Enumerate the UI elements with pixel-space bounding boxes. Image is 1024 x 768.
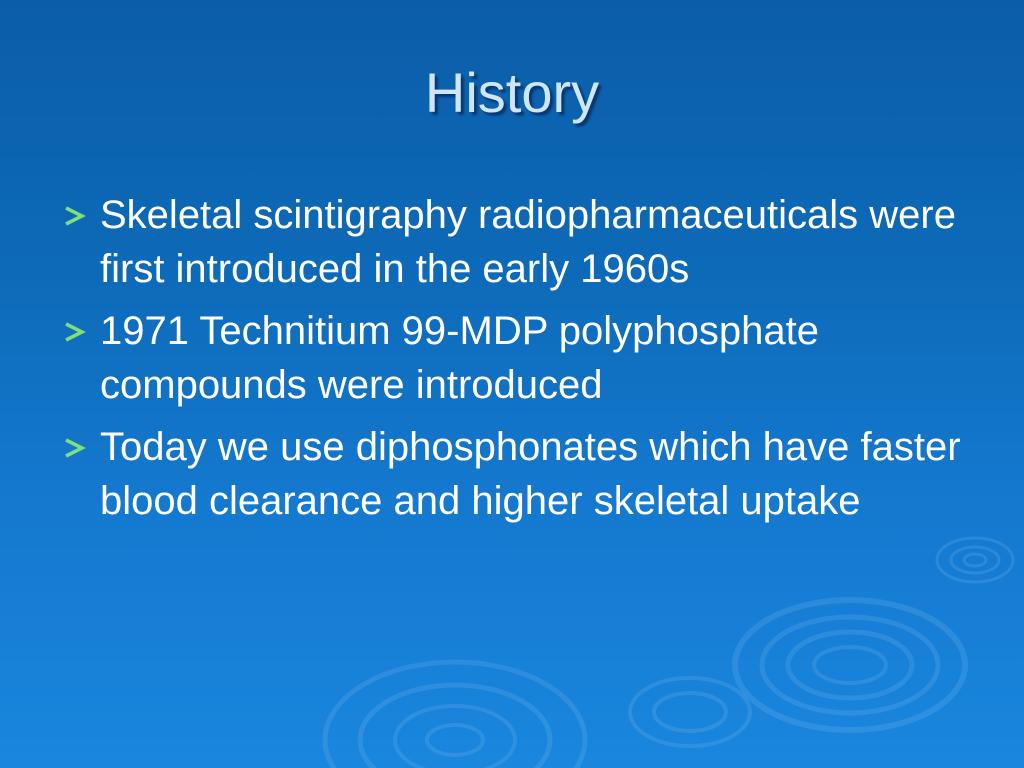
bullet-item: [60, 188, 980, 296]
chevron-right-arrow-icon: [62, 321, 88, 343]
bullet-item: [60, 420, 980, 528]
bullet-list: [60, 188, 980, 536]
chevron-right-arrow-icon: [62, 437, 88, 459]
bullet-text: Today we use diphosphonates which have faster blood clearance and higher skeletal uptake: [100, 425, 961, 523]
bullet-item: [60, 304, 980, 412]
bullet-text: Skeletal scintigraphy radiopharmaceuticals were first introduced in the early 1960s: [100, 193, 956, 291]
slide-title: History: [424, 61, 600, 124]
chevron-right-arrow-icon: [62, 205, 88, 227]
bullet-text: 1971 Technitium 99-MDP polyphosphate compounds were introduced: [100, 309, 819, 407]
